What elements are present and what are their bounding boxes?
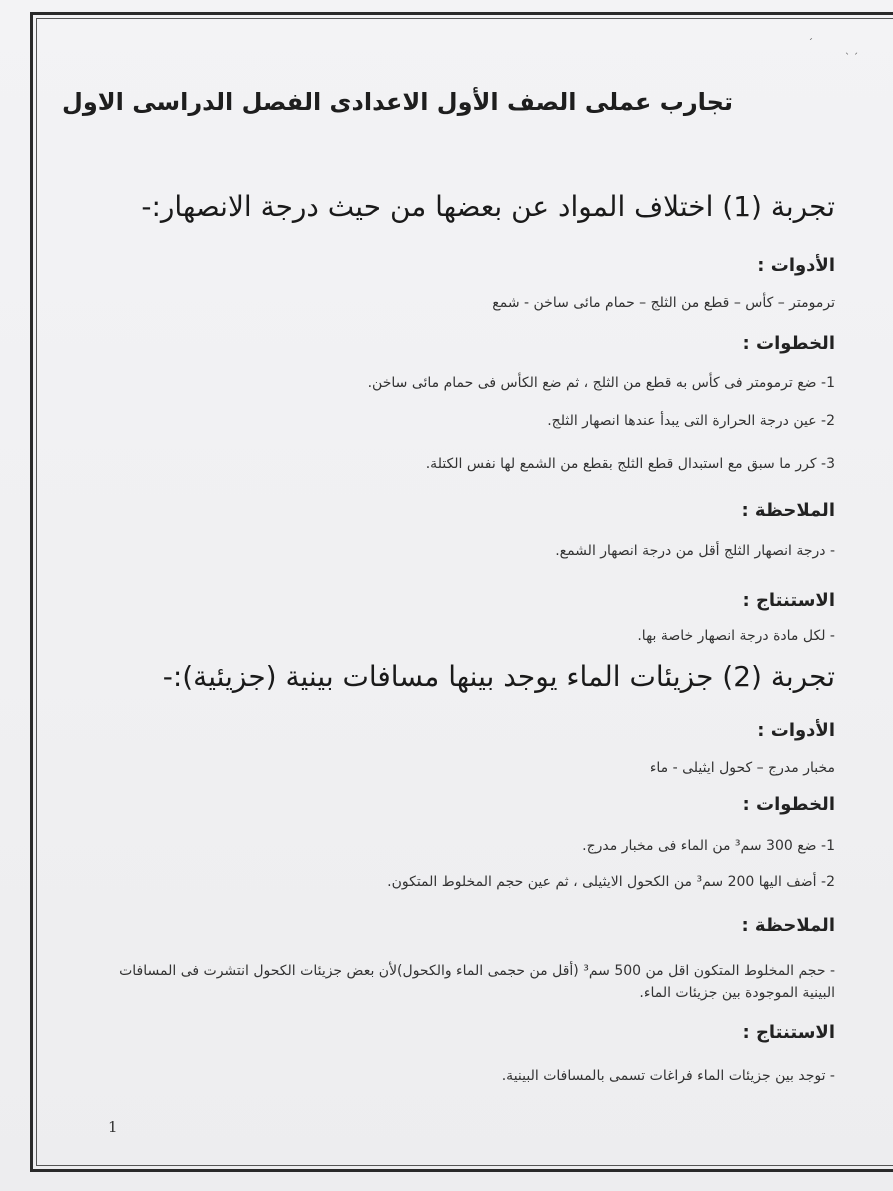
conclusion-text: - توجد بين جزيئات الماء فراغات تسمى بالمسافات البينية.: [501, 1068, 835, 1084]
step-item: 3- كرر ما سبق مع استبدال قطع الثلج بقطع من الشمع لها نفس الكتلة.: [425, 456, 835, 472]
step-item: 1- ضع 300 سم³ من الماء فى مخبار مدرج.: [582, 838, 835, 854]
step-item: 2- عين درجة الحرارة التى يبدأ عندها انصهار الثلج.: [547, 413, 835, 429]
steps-heading: الخطوات :: [742, 794, 835, 815]
pen-mark: ˎ ˏ: [845, 44, 859, 55]
page-title: تجارب عملى الصف الأول الاعدادى الفصل الدراسى الاول: [62, 88, 733, 116]
page-number: 1: [108, 1118, 118, 1136]
conclusion-heading: الاستنتاج :: [742, 590, 835, 611]
observation-heading: الملاحظة :: [741, 915, 835, 936]
experiment-1-title: تجربة (1) اختلاف المواد عن بعضها من حيث درجة الانصهار:-: [141, 190, 835, 223]
observation-text: - درجة انصهار الثلج أقل من درجة انصهار الشمع.: [555, 543, 835, 559]
step-item: 2- أضف اليها 200 سم³ من الكحول الايثيلى ، ثم عين حجم المخلوط المتكون.: [387, 874, 835, 890]
observation-text: - حجم المخلوط المتكون اقل من 500 سم³ (أقل من حجمى الماء والكحول)لأن بعض جزيئات الكحول انتشرت فى المسافات البينية الموجودة بين جزيئات الماء.: [119, 963, 835, 1001]
step-item: 1- ضع ترمومتر فى كأس به قطع من الثلج ، ثم ضع الكأس فى حمام مائى ساخن.: [367, 375, 835, 391]
tools-heading: الأدوات :: [757, 720, 835, 741]
steps-heading: الخطوات :: [742, 333, 835, 354]
experiment-2-title: تجربة (2) جزيئات الماء يوجد بينها مسافات بينية (جزيئية):-: [162, 660, 835, 693]
pen-mark: ˊ: [808, 38, 813, 49]
conclusion-heading: الاستنتاج :: [742, 1022, 835, 1043]
observation-heading: الملاحظة :: [741, 500, 835, 521]
conclusion-text: - لكل مادة درجة انصهار خاصة بها.: [637, 628, 835, 644]
tools-list: ترمومتر – كأس – قطع من الثلج – حمام مائى ساخن - شمع: [492, 295, 835, 311]
tools-list: مخبار مدرج – كحول ايثيلى - ماء: [649, 760, 835, 776]
tools-heading: الأدوات :: [757, 255, 835, 276]
